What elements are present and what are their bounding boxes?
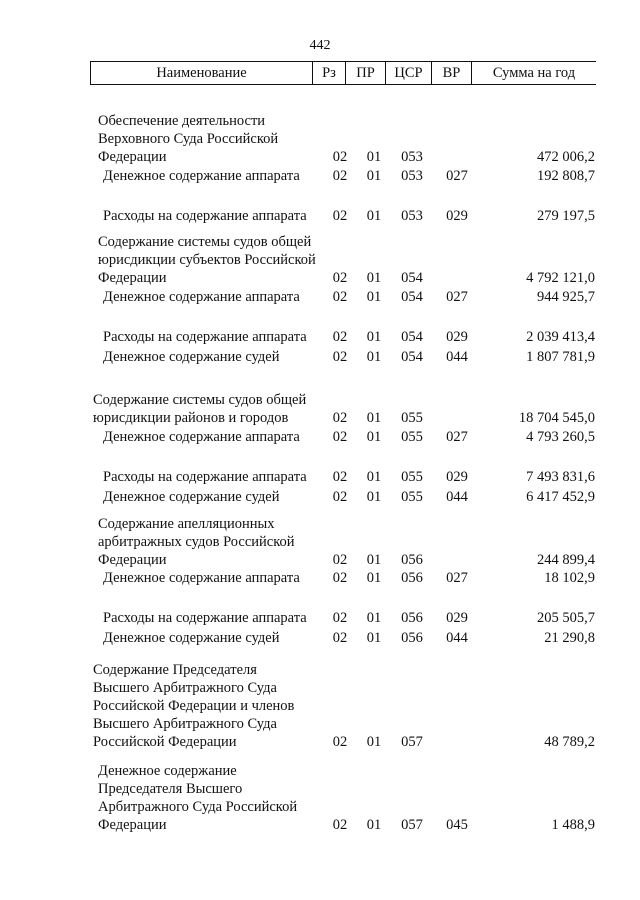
row-name-line: Обеспечение деятельности — [98, 113, 266, 129]
row-pr: 01 — [366, 349, 382, 365]
row-amount: 4 793 260,5 — [526, 429, 595, 445]
row-name-line: Федерации — [98, 817, 167, 833]
row-name — [103, 468, 343, 486]
row-name-line: Содержание Председателя — [93, 662, 257, 678]
row-vr: 027 — [446, 570, 468, 586]
row-amount: 7 493 831,6 — [526, 469, 595, 485]
row-vr: 044 — [446, 489, 468, 505]
row-name-line: Российской Федерации — [93, 734, 237, 750]
row-rz: 02 — [332, 270, 348, 286]
row-name-line: Высшего Арбитражного Суда — [93, 680, 277, 696]
row-name-line: юрисдикции субъектов Российской — [98, 252, 316, 268]
row-name-line: Расходы на содержание аппарата — [103, 610, 307, 626]
row-rz: 02 — [332, 410, 348, 426]
row-name-line: Расходы на содержание аппарата — [103, 469, 307, 485]
row-name — [98, 233, 338, 287]
row-name-line: арбитражных судов Российской — [98, 534, 295, 550]
row-name-line: Денежное содержание аппарата — [103, 168, 300, 184]
row-name-line: Денежное содержание судей — [103, 630, 280, 646]
row-amount: 1 488,9 — [551, 817, 595, 833]
row-name-line: Денежное содержание судей — [103, 489, 280, 505]
row-rz: 02 — [332, 289, 348, 305]
row-pr: 01 — [366, 429, 382, 445]
row-name-line: Денежное содержание — [98, 763, 237, 779]
row-name-line: Высшего Арбитражного Суда — [93, 716, 277, 732]
row-amount: 192 808,7 — [537, 168, 595, 184]
row-name — [103, 569, 343, 587]
row-csr: 054 — [401, 270, 423, 286]
row-vr: 027 — [446, 289, 468, 305]
row-amount: 205 505,7 — [537, 610, 595, 626]
row-pr: 01 — [366, 270, 382, 286]
row-vr: 044 — [446, 630, 468, 646]
row-name — [103, 488, 343, 506]
row-csr: 056 — [401, 610, 423, 626]
row-name-line: Денежное содержание судей — [103, 349, 280, 365]
row-csr: 057 — [401, 734, 423, 750]
header-name: Наименование — [91, 62, 313, 84]
row-csr: 054 — [401, 349, 423, 365]
row-pr: 01 — [366, 610, 382, 626]
row-pr: 01 — [366, 208, 382, 224]
row-name-line: Денежное содержание аппарата — [103, 429, 300, 445]
header-csr: ЦСР — [386, 62, 432, 84]
row-name-line: Содержание системы судов общей — [98, 234, 312, 250]
row-name — [98, 112, 338, 166]
row-name-line: Верховного Суда Российской — [98, 131, 279, 147]
row-csr: 055 — [401, 410, 423, 426]
row-name-line: юрисдикции районов и городов — [93, 410, 289, 426]
row-amount: 48 789,2 — [544, 734, 595, 750]
row-vr: 027 — [446, 429, 468, 445]
row-pr: 01 — [366, 329, 382, 345]
row-name — [103, 348, 343, 366]
row-name — [103, 629, 343, 647]
row-pr: 01 — [366, 552, 382, 568]
row-name — [93, 391, 333, 427]
row-rz: 02 — [332, 817, 348, 833]
row-pr: 01 — [366, 489, 382, 505]
row-pr: 01 — [366, 410, 382, 426]
row-csr: 054 — [401, 329, 423, 345]
row-vr: 029 — [446, 329, 468, 345]
row-name — [103, 609, 343, 627]
row-rz: 02 — [332, 630, 348, 646]
row-amount: 2 039 413,4 — [526, 329, 595, 345]
row-rz: 02 — [332, 208, 348, 224]
row-name-line: Федерации — [98, 149, 167, 165]
row-rz: 02 — [332, 570, 348, 586]
row-pr: 01 — [366, 289, 382, 305]
row-rz: 02 — [332, 734, 348, 750]
row-name-line: Расходы на содержание аппарата — [103, 208, 307, 224]
row-vr: 029 — [446, 469, 468, 485]
row-rz: 02 — [332, 469, 348, 485]
row-rz: 02 — [332, 552, 348, 568]
row-csr: 053 — [401, 168, 423, 184]
row-name — [93, 661, 333, 751]
row-amount: 6 417 452,9 — [526, 489, 595, 505]
row-amount: 944 925,7 — [537, 289, 595, 305]
row-name — [103, 288, 343, 306]
row-pr: 01 — [366, 817, 382, 833]
table-header — [90, 61, 596, 85]
row-rz: 02 — [332, 489, 348, 505]
row-name — [103, 167, 343, 185]
row-pr: 01 — [366, 734, 382, 750]
header-amount: Сумма на год — [492, 65, 576, 81]
row-rz: 02 — [332, 168, 348, 184]
row-name-line: Расходы на содержание аппарата — [103, 329, 307, 345]
row-vr: 045 — [446, 817, 468, 833]
row-amount: 244 899,4 — [537, 552, 595, 568]
row-name-line: Денежное содержание аппарата — [103, 289, 300, 305]
row-rz: 02 — [332, 329, 348, 345]
row-pr: 01 — [366, 168, 382, 184]
row-csr: 057 — [401, 817, 423, 833]
header-vr: ВР — [432, 62, 472, 84]
row-name-line: Денежное содержание аппарата — [103, 570, 300, 586]
row-rz: 02 — [332, 349, 348, 365]
header-rz: Рз — [313, 62, 346, 84]
row-amount: 279 197,5 — [537, 208, 595, 224]
row-csr: 056 — [401, 630, 423, 646]
row-rz: 02 — [332, 429, 348, 445]
row-amount: 472 006,2 — [537, 149, 595, 165]
row-vr: 044 — [446, 349, 468, 365]
row-csr: 053 — [401, 149, 423, 165]
row-amount: 18 704 545,0 — [518, 410, 595, 426]
row-name-line: Российской Федерации и членов — [93, 698, 295, 714]
row-csr: 055 — [401, 469, 423, 485]
row-csr: 053 — [401, 208, 423, 224]
row-amount: 18 102,9 — [544, 570, 595, 586]
header-pr: ПР — [346, 62, 386, 84]
row-amount: 21 290,8 — [544, 630, 595, 646]
row-csr: 054 — [401, 289, 423, 305]
row-vr: 029 — [446, 610, 468, 626]
row-csr: 056 — [401, 552, 423, 568]
row-rz: 02 — [332, 610, 348, 626]
row-name — [103, 328, 343, 346]
row-pr: 01 — [366, 149, 382, 165]
row-name — [103, 428, 343, 446]
row-name-line: Председателя Высшего — [98, 781, 243, 797]
row-vr: 029 — [446, 208, 468, 224]
row-name — [98, 762, 338, 834]
row-csr: 056 — [401, 570, 423, 586]
page-number: 442 — [309, 38, 331, 53]
row-pr: 01 — [366, 630, 382, 646]
row-vr: 027 — [446, 168, 468, 184]
row-csr: 055 — [401, 429, 423, 445]
row-csr: 055 — [401, 489, 423, 505]
row-amount: 1 807 781,9 — [526, 349, 595, 365]
row-name-line: Содержание апелляционных — [98, 516, 275, 532]
row-name-line: Содержание системы судов общей — [93, 392, 307, 408]
row-name-line: Федерации — [98, 552, 167, 568]
row-name — [103, 207, 343, 225]
row-pr: 01 — [366, 469, 382, 485]
row-pr: 01 — [366, 570, 382, 586]
row-name-line: Федерации — [98, 270, 167, 286]
row-amount: 4 792 121,0 — [526, 270, 595, 286]
row-name — [98, 515, 338, 569]
row-rz: 02 — [332, 149, 348, 165]
row-name-line: Арбитражного Суда Российской — [98, 799, 298, 815]
